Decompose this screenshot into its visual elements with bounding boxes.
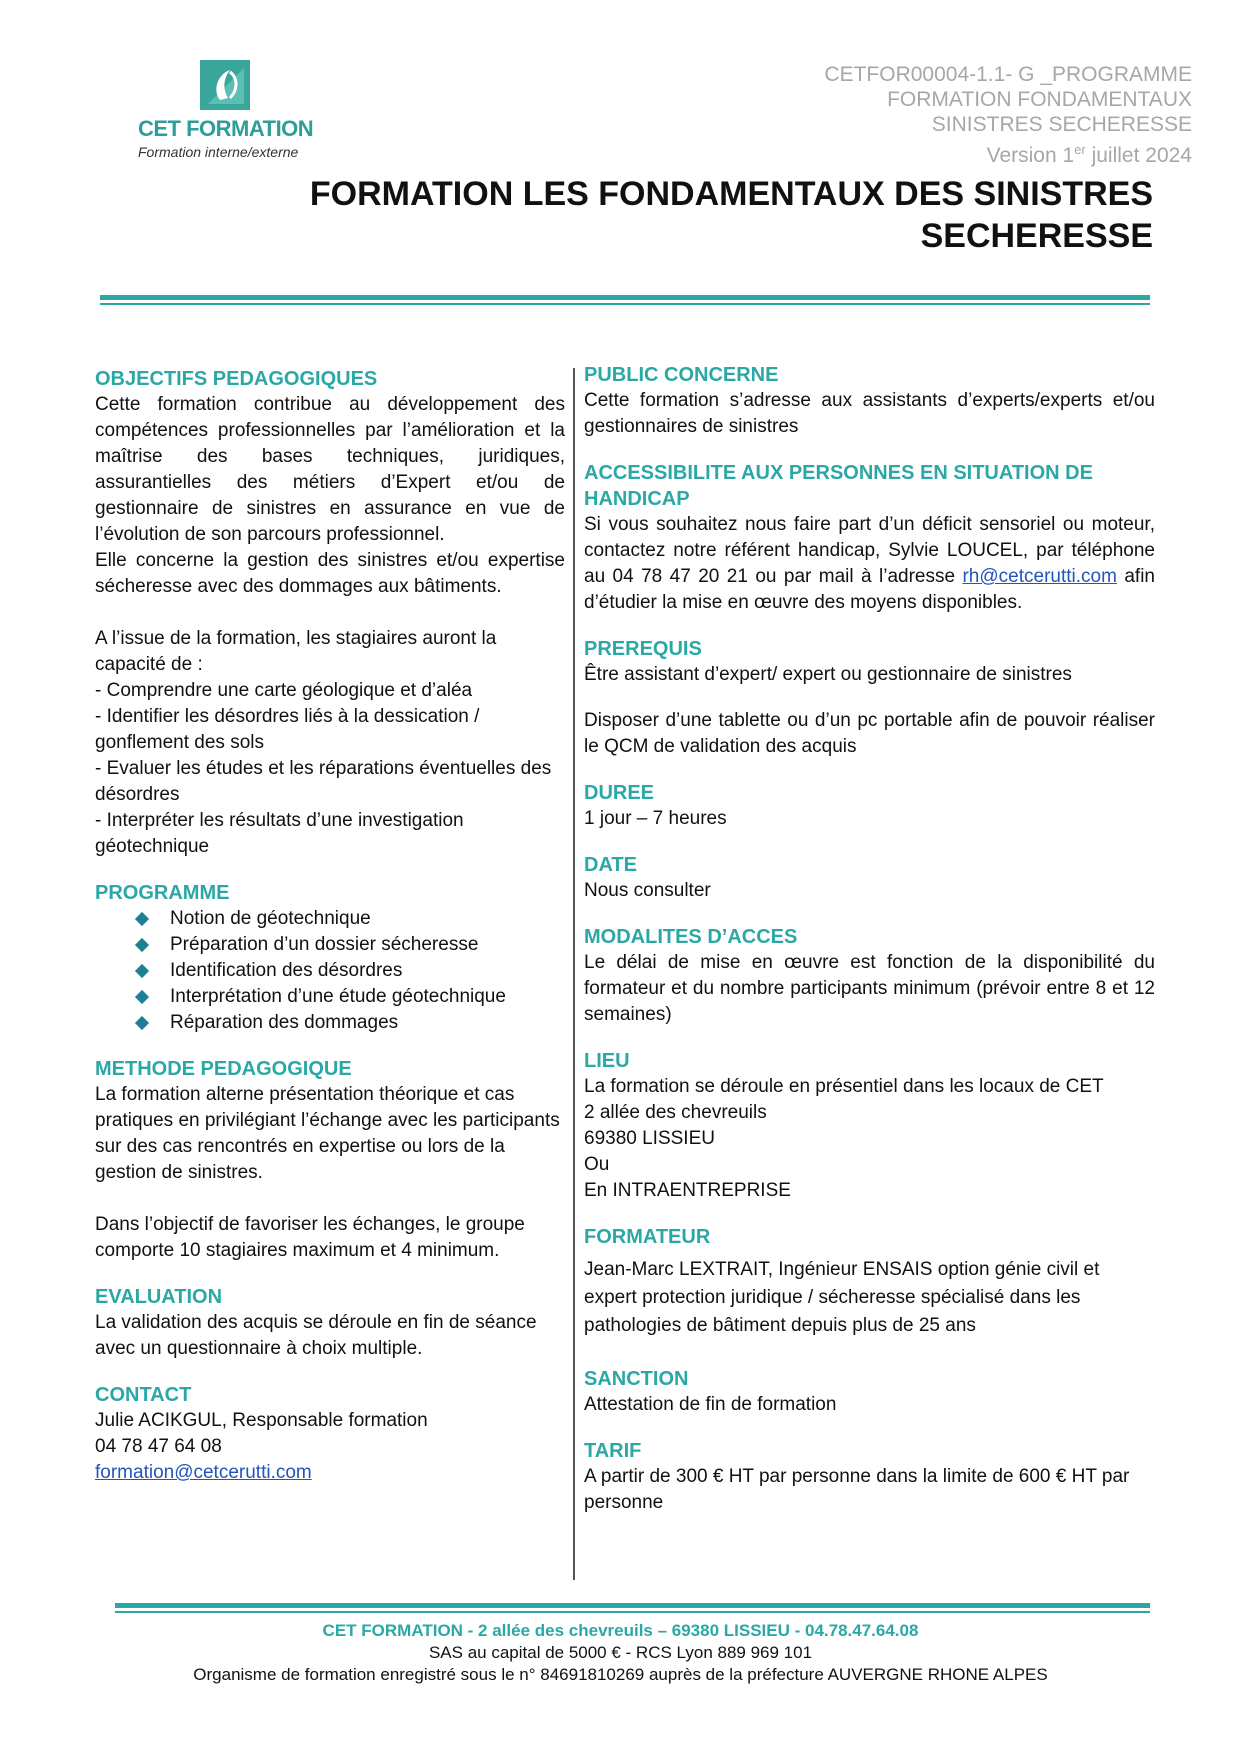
section-methode: [95, 1056, 565, 1264]
diamond-bullet-icon: [135, 990, 149, 1004]
evaluation-paragraph: La validation des acquis se déroule en fin de séance avec un questionnaire à choix multiple.: [95, 1312, 537, 1359]
programme-item: [135, 958, 565, 984]
objectifs-item: - Identifier les désordres liés à la dessication / gonflement des sols: [95, 706, 480, 753]
lieu-heading: LIEU: [584, 1050, 630, 1072]
section-tarif: [584, 1438, 1155, 1516]
version-sup: er: [1074, 142, 1086, 157]
methode-heading: METHODE PEDAGOGIQUE: [95, 1058, 352, 1080]
programme-item: [135, 906, 565, 932]
docref-line-3: SINISTRES SECHERESSE: [931, 113, 1192, 136]
objectifs-item: - Interpréter les résultats d’une investigation géotechnique: [95, 810, 464, 857]
page-footer: [0, 1620, 1241, 1686]
tarif-paragraph: A partir de 300 € HT par personne dans la limite de 600 € HT par personne: [584, 1466, 1130, 1513]
objectifs-item: - Comprendre une carte géologique et d’aléa: [95, 680, 473, 701]
programme-item-label: Notion de géotechnique: [170, 908, 371, 929]
accessibilite-email-link[interactable]: rh@cetcerutti.com: [962, 566, 1117, 587]
accessibilite-text: Si vous souhaitez nous faire part d’un déficit sensoriel ou moteur, contactez notre référent handicap, Sylvie LOUCEL, par téléphone au 04 78 47 20 21 ou par mail à l’adresse: [584, 514, 1155, 587]
section-modalites: [584, 924, 1155, 1028]
docref-version: [824, 137, 1192, 168]
contact-phone: 04 78 47 64 08: [95, 1436, 222, 1457]
document-reference: [824, 62, 1192, 168]
bottom-divider-thin: [115, 1611, 1150, 1613]
section-accessibilite: [584, 460, 1155, 616]
lieu-line: Ou: [584, 1154, 610, 1175]
prerequis-paragraph-2: Disposer d’une tablette ou d’un pc portable afin de pouvoir réaliser le QCM de validation des acquis: [584, 710, 1155, 757]
lieu-line: En INTRAENTREPRISE: [584, 1180, 791, 1201]
formateur-heading: FORMATEUR: [584, 1226, 711, 1248]
section-contact: [95, 1382, 565, 1486]
formateur-paragraph: Jean-Marc LEXTRAIT, Ingénieur ENSAIS option génie civil et expert protection juridique / sécheresse spécialisé dans les pathologies de bâtiment depuis plus de 25 ans: [584, 1259, 1100, 1336]
duree-heading: DUREE: [584, 782, 655, 804]
programme-item-label: Réparation des dommages: [170, 1012, 399, 1033]
section-evaluation: [95, 1284, 565, 1362]
version-date: juillet 2024: [1085, 144, 1192, 167]
contact-email-link[interactable]: formation@cetcerutti.com: [95, 1462, 312, 1483]
programme-item-label: Préparation d’un dossier sécheresse: [170, 934, 479, 955]
section-programme: [95, 880, 565, 1036]
programme-item: [135, 932, 565, 958]
modalites-paragraph: Le délai de mise en œuvre est fonction de la disponibilité du formateur et du nombre participants minimum (prévoir entre 8 et 12 semaines): [584, 952, 1155, 1025]
section-formateur: [584, 1224, 1155, 1340]
prerequis-heading: PREREQUIS: [584, 638, 702, 660]
diamond-bullet-icon: [135, 938, 149, 952]
footer-legal: SAS au capital de 5000 € - RCS Lyon 889 969 101: [428, 1643, 813, 1662]
date-heading: DATE: [584, 854, 637, 876]
tarif-heading: TARIF: [584, 1440, 642, 1462]
methode-paragraph-1: La formation alterne présentation théorique et cas pratiques en privilégiant l’échange avec les participants sur des cas rencontrés en expertise ou lors de la gestion de sinistres.: [95, 1084, 560, 1183]
bottom-divider: [115, 1603, 1150, 1613]
objectifs-paragraph-3: A l’issue de la formation, les stagiaires auront la capacité de :: [95, 628, 497, 675]
programme-list: [95, 906, 565, 1036]
public-heading: PUBLIC CONCERNE: [584, 364, 779, 386]
section-date: [584, 852, 1155, 904]
programme-item: [135, 1010, 565, 1036]
lieu-line: 2 allée des chevreuils: [584, 1102, 767, 1123]
footer-address: CET FORMATION - 2 allée des chevreuils – 69380 LISSIEU - 04.78.47.64.08: [322, 1621, 919, 1640]
programme-item-label: Interprétation d’une étude géotechnique: [170, 986, 506, 1007]
version-text: Version 1: [986, 144, 1075, 167]
section-duree: [584, 780, 1155, 832]
logo-subtitle: Formation interne/externe: [138, 144, 299, 160]
section-public: [584, 362, 1155, 440]
contact-heading: CONTACT: [95, 1384, 192, 1406]
docref-line-1: CETFOR00004-1.1- G _PROGRAMME: [824, 63, 1192, 86]
diamond-bullet-icon: [135, 964, 149, 978]
logo-mark-icon: [200, 60, 250, 110]
top-divider: [100, 295, 1150, 305]
section-sanction: [584, 1366, 1155, 1418]
column-divider: [573, 368, 575, 1580]
diamond-bullet-icon: [135, 912, 149, 926]
title-line-2: SECHERESSE: [920, 217, 1153, 255]
page-title: [180, 173, 1153, 257]
date-value: Nous consulter: [584, 880, 711, 901]
logo-name: CET FORMATION: [138, 116, 314, 141]
methode-paragraph-2: Dans l’objectif de favoriser les échanges, le groupe comporte 10 stagiaires maximum et 4 minimum.: [95, 1214, 525, 1261]
objectifs-paragraph-1: Cette formation contribue au développement des compétences professionnelles par l’amélioration et la maîtrise des bases techniques, juridiques, assurantielles des métiers d’Expert et/ou de gestionnaire de sinistres en assurance en vue de l’évolution de son parcours professionnel.: [95, 394, 565, 545]
objectifs-heading: OBJECTIFS PEDAGOGIQUES: [95, 368, 378, 390]
public-paragraph: Cette formation s’adresse aux assistants d’experts/experts et/ou gestionnaires de sinistres: [584, 390, 1155, 437]
objectifs-item: - Evaluer les études et les réparations éventuelles des désordres: [95, 758, 552, 805]
evaluation-heading: EVALUATION: [95, 1286, 223, 1308]
section-prerequis: [584, 636, 1155, 760]
section-objectifs: [95, 366, 565, 860]
lieu-line: La formation se déroule en présentiel dans les locaux de CET: [584, 1076, 1104, 1097]
duree-value: 1 jour – 7 heures: [584, 808, 727, 829]
programme-heading: PROGRAMME: [95, 882, 230, 904]
top-divider-thin: [100, 303, 1150, 305]
objectifs-paragraph-2: Elle concerne la gestion des sinistres et/ou expertise sécheresse avec des dommages aux bâtiments.: [95, 550, 565, 597]
lieu-line: 69380 LISSIEU: [584, 1128, 715, 1149]
left-column: [95, 366, 565, 1486]
footer-registration: Organisme de formation enregistré sous le n° 84691810269 auprès de la préfecture AUVERGNE RHONE ALPES: [193, 1665, 1048, 1684]
sanction-heading: SANCTION: [584, 1368, 689, 1390]
section-lieu: [584, 1048, 1155, 1204]
accessibilite-heading: ACCESSIBILITE AUX PERSONNES EN SITUATION DE HANDICAP: [584, 462, 1093, 510]
bottom-divider-thick: [115, 1603, 1150, 1608]
top-divider-thick: [100, 295, 1150, 300]
docref-line-2: FORMATION FONDAMENTAUX: [887, 88, 1192, 111]
modalites-heading: MODALITES D’ACCES: [584, 926, 798, 948]
contact-name: Julie ACIKGUL, Responsable formation: [95, 1410, 428, 1431]
right-column: [584, 362, 1155, 1516]
programme-item-label: Identification des désordres: [170, 960, 403, 981]
prerequis-paragraph-1: Être assistant d’expert/ expert ou gestionnaire de sinistres: [584, 664, 1072, 685]
accessibilite-text-end: afin d’étudier la mise en œuvre des moyens disponibles.: [584, 566, 1155, 613]
title-line-1: FORMATION LES FONDAMENTAUX DES SINISTRES: [309, 175, 1153, 213]
sanction-value: Attestation de fin de formation: [584, 1394, 837, 1415]
accessibilite-paragraph: [584, 512, 1155, 616]
diamond-bullet-icon: [135, 1016, 149, 1030]
programme-item: [135, 984, 565, 1010]
